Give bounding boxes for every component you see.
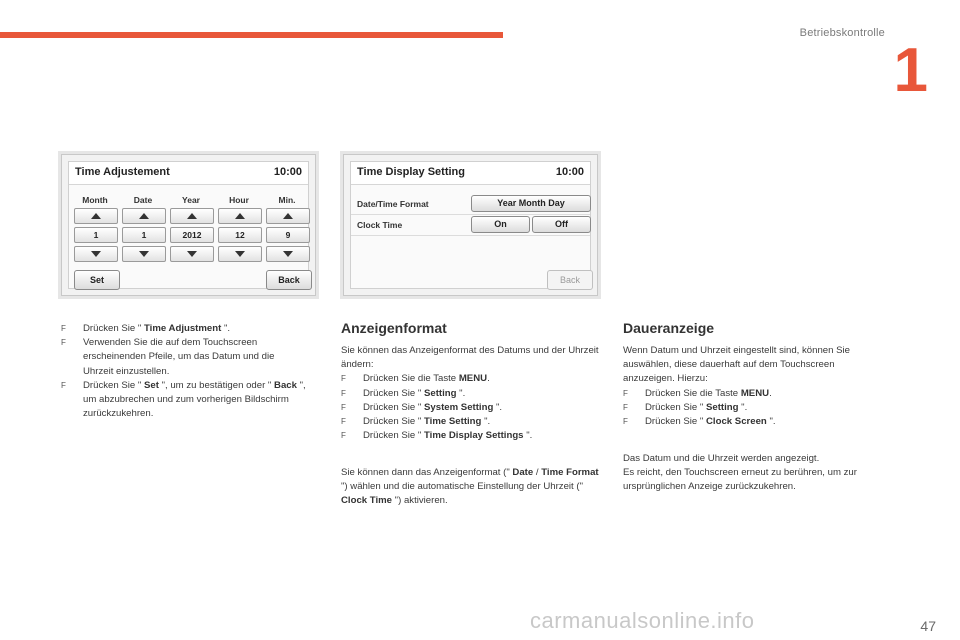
arrow-down-icon (187, 251, 197, 257)
min-value: 9 (266, 227, 310, 243)
text: Drücken Sie " (363, 387, 424, 399)
text: ", um abzubrechen und zum vorherigen Bildschirm zurückzukehren. (83, 379, 306, 420)
year-up-button[interactable] (170, 208, 214, 224)
text: . (487, 373, 490, 385)
arrow-up-icon (91, 213, 101, 219)
list-item (61, 322, 306, 336)
min-up-button[interactable] (266, 208, 310, 224)
ui-label: Time Adjustment (144, 323, 222, 334)
arrow-up-icon (187, 213, 197, 219)
arrow-up-icon (283, 213, 293, 219)
text: . (769, 387, 772, 399)
arrow-down-icon (235, 251, 245, 257)
text: ", um zu bestätigen oder " (158, 379, 275, 391)
paragraph: Sie können das Anzeigenformat des Datums und der Uhrzeit ändern: (341, 345, 599, 371)
text: Verwenden Sie die auf dem Touchscreen erscheinenden Pfeile, um das Datum und die Uhrzeit einzustellen. (83, 337, 275, 377)
list-item (341, 429, 599, 443)
date-time-format-button[interactable]: Year Month Day (471, 195, 591, 212)
screen-frame (68, 161, 309, 289)
time-adjustment-screen (61, 154, 316, 296)
instructions-time-adjustment (61, 322, 306, 421)
ui-label: Setting (424, 387, 457, 399)
column-label-hour: Hour (229, 195, 249, 205)
ui-label: Setting (706, 401, 739, 413)
text: Drücken Sie " (645, 401, 706, 413)
arrow-down-icon (283, 251, 293, 257)
arrow-down-icon (91, 251, 101, 257)
text: Drücken Sie " (83, 379, 144, 391)
bullet-marker: F (341, 417, 346, 427)
month-down-button[interactable] (74, 246, 118, 262)
text: Drücken Sie die Taste (645, 387, 741, 399)
paragraph-format-selection (341, 466, 599, 509)
bullet-marker: F (341, 388, 346, 398)
time-display-setting-screen (343, 154, 598, 296)
month-value: 1 (74, 227, 118, 243)
text: Drücken Sie " (363, 401, 424, 413)
column-label-min: Min. (278, 195, 296, 205)
screen-header (69, 162, 308, 185)
list-item (623, 401, 885, 415)
back-button[interactable]: Back (266, 270, 312, 290)
text: Sie können dann das Anzeigenformat (" (341, 467, 513, 478)
page-number: 47 (920, 618, 936, 634)
ui-label: Time Display Settings (424, 430, 524, 442)
bullet-marker: F (623, 388, 628, 398)
list-item (341, 372, 599, 386)
text: Drücken Sie " (645, 416, 706, 428)
clock-time-on-button[interactable]: On (471, 216, 530, 233)
text: ". (481, 416, 491, 428)
bullet-marker: F (341, 374, 346, 384)
ui-label: MENU (458, 373, 488, 385)
ui-label: Date (512, 467, 534, 478)
column-label-year: Year (182, 195, 200, 205)
month-up-button[interactable] (74, 208, 118, 224)
section-title: Betriebskontrolle (799, 27, 885, 39)
bullet-marker: F (341, 431, 346, 441)
bullet-marker: F (61, 338, 66, 348)
screen-clock: 10:00 (273, 166, 302, 178)
ui-label: Time Format (541, 467, 599, 478)
screen-clock: 10:00 (555, 166, 584, 178)
bullet-marker: F (623, 402, 628, 412)
list-item (61, 379, 306, 422)
list-item (623, 387, 885, 401)
text: ". (523, 430, 533, 442)
text: Drücken Sie " (83, 323, 144, 334)
text: ". (221, 323, 231, 334)
arrow-up-icon (139, 213, 149, 219)
watermark: carmanualsonline.info (530, 608, 755, 633)
hour-value: 12 (218, 227, 262, 243)
screen-frame (350, 161, 591, 289)
row-divider (351, 235, 590, 236)
text: / (533, 467, 542, 478)
bullet-marker: F (61, 324, 66, 333)
ui-label: Back (274, 379, 297, 391)
paragraph: Es reicht, den Touchscreen erneut zu berühren, um zur ursprünglichen Anzeige zurückzukehren. (623, 467, 857, 493)
bullet-marker: F (61, 380, 66, 390)
chapter-number: 1 (893, 36, 928, 105)
back-button[interactable]: Back (547, 270, 593, 290)
date-time-format-label: Date/Time Format (357, 199, 429, 209)
text: ". (493, 401, 503, 413)
ui-label: Time Setting (424, 416, 482, 428)
screen-title: Time Display Setting (357, 166, 465, 178)
text: ". (456, 387, 466, 399)
row-divider (351, 214, 590, 215)
ui-label: MENU (740, 387, 770, 399)
hour-up-button[interactable] (218, 208, 262, 224)
heading-daueranzeige: Daueranzeige (623, 320, 715, 336)
instructions-anzeigenformat (341, 344, 599, 443)
hour-down-button[interactable] (218, 246, 262, 262)
ui-label: Clock Time (341, 495, 393, 507)
ui-label: System Setting (424, 401, 494, 413)
screen-header (351, 162, 590, 185)
instructions-daueranzeige (623, 344, 885, 429)
text: ") wählen und die automatische Einstellung der Uhrzeit (" (341, 481, 583, 493)
date-value: 1 (122, 227, 166, 243)
year-value: 2012 (170, 227, 214, 243)
clock-time-label: Clock Time (357, 220, 403, 230)
paragraph: Das Datum und die Uhrzeit werden angezeigt. (623, 453, 820, 464)
arrow-up-icon (235, 213, 245, 219)
heading-anzeigenformat: Anzeigenformat (341, 320, 447, 336)
column-label-date: Date (133, 195, 153, 205)
text: ". (738, 401, 748, 413)
ui-label: Clock Screen (706, 416, 767, 428)
paragraph (341, 466, 599, 509)
set-button[interactable]: Set (74, 270, 120, 290)
date-down-button[interactable] (122, 246, 166, 262)
list-item (623, 415, 885, 429)
text: ") aktivieren. (392, 495, 448, 507)
bullet-marker: F (623, 417, 628, 427)
text: Drücken Sie " (363, 416, 424, 428)
text: Drücken Sie " (363, 430, 424, 442)
paragraph-display-note (623, 452, 885, 495)
list-item (341, 415, 599, 429)
bullet-marker: F (341, 402, 346, 412)
list-item (341, 401, 599, 415)
screen-title: Time Adjustement (75, 166, 170, 178)
header-accent-bar (0, 32, 503, 38)
year-down-button[interactable] (170, 246, 214, 262)
text: ". (766, 416, 776, 428)
date-up-button[interactable] (122, 208, 166, 224)
list-item (341, 387, 599, 401)
column-label-month: Month (82, 195, 108, 205)
list-item (61, 336, 306, 379)
paragraph: Wenn Datum und Uhrzeit eingestellt sind, können Sie auswählen, diese dauerhaft auf dem Touchscreen anzuzeigen. Hierzu: (623, 345, 851, 385)
min-down-button[interactable] (266, 246, 310, 262)
text: Drücken Sie die Taste (363, 373, 459, 385)
clock-time-off-button[interactable]: Off (532, 216, 591, 233)
arrow-down-icon (139, 251, 149, 257)
ui-label: Set (144, 379, 159, 391)
